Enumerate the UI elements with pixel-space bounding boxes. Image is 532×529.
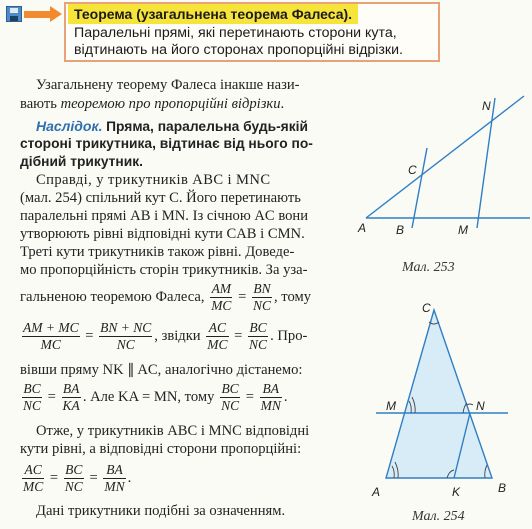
- fraction-am-mc: $\frac{AM}{MC}$: [211, 281, 232, 313]
- fraction-bc-nc-2: $\frac{BC}{NC}$: [23, 381, 42, 413]
- text-line-10: гальненою теоремою Фалеса, $\frac{AM}{MC}$ = $\frac{BN}{NC}$ , тому: [20, 281, 312, 313]
- text-line-11: $\frac{AM + MC}{MC}$ = $\frac{BN + NC}{NC}$ , звідки $\frac{AC}{MC}$ = $\frac{BC}{NC}$ . Про-: [23, 320, 308, 352]
- text-line-8: Треті кути трикутників також рівні. Доведе-: [20, 244, 295, 260]
- fraction-bn-nc: $\frac{BN}{NC}$: [252, 281, 271, 313]
- corollary-label: Наслідок.: [36, 118, 103, 134]
- text-line-13: $\frac{BC}{NC}$ = $\frac{BA}{KA}$ . Але KA = MN, тому $\frac{BC}{NC}$ = $\frac{BA}{MN}$ .: [23, 381, 288, 413]
- paragraph-1-line-1: Узагальнену теорему Фалеса інакше нази-: [36, 77, 300, 93]
- figure-254-caption: Мал. 254: [412, 509, 465, 524]
- corollary-line-2: стороні трикутника, відтинає від нього по-: [20, 136, 313, 151]
- figure-253: [352, 88, 532, 248]
- fig254-triangle-abc: [386, 310, 492, 478]
- fig254-label-k: K: [452, 485, 461, 499]
- fraction-ba-mn: $\frac{BA}{MN}$: [260, 381, 281, 413]
- fig254-label-c: C: [422, 301, 431, 315]
- fig254-angle-n-2: [467, 404, 473, 405]
- fraction-ac-mc: $\frac{AC}{MC}$: [207, 320, 228, 352]
- fig253-label-n: N: [482, 99, 491, 113]
- fraction-bc-nc-3: $\frac{BC}{NC}$: [221, 381, 240, 413]
- paragraph-1-line-2: вають теоремою про пропорційні відрізки.: [20, 96, 285, 112]
- fig254-label-a: A: [372, 485, 381, 499]
- text-line-16: $\frac{AC}{MC}$ = $\frac{BC}{NC}$ = $\frac{BA}{MN}$ .: [23, 462, 132, 494]
- text-line-5: (мал. 254) спільний кут C. Його перетинають: [20, 190, 301, 206]
- text-line-6: паралельні прямі AB і MN. Із січною AC вони: [20, 208, 309, 224]
- fraction-bc-nc: $\frac{BC}{NC}$: [249, 320, 268, 352]
- fig254-label-n: N: [476, 399, 485, 413]
- text-line-15: кути рівні, а відповідні сторони пропорційні:: [20, 441, 302, 457]
- fig254-label-m: M: [386, 399, 396, 413]
- fig253-label-c: C: [408, 163, 417, 177]
- fig254-label-b: B: [498, 481, 507, 495]
- fraction-ba-mn-2: $\frac{BA}{MN}$: [104, 462, 125, 494]
- fig253-line-bc: [412, 148, 427, 228]
- text-line-17: Дані трикутники подібні за означенням.: [36, 503, 286, 519]
- fraction-bnpnc-nc: $\frac{BN + NC}{NC}$: [100, 320, 152, 352]
- corollary-line-1: Наслідок. Пряма, паралельна будь-якій: [36, 118, 308, 134]
- theorem-line-1: Паралельні прямі, які перетинають сторони кута,: [74, 25, 397, 41]
- arrow-head-icon: [50, 6, 62, 22]
- fraction-ampmc-mc: $\frac{AM + MC}{MC}$: [23, 320, 79, 352]
- text-line-4: Справді, у трикутників ABC і MNC: [36, 172, 271, 188]
- text-line-14: Отже, у трикутників ABC і MNC відповідні: [36, 423, 310, 439]
- fig253-label-m: M: [458, 223, 468, 237]
- fig253-line-mn: [477, 98, 495, 228]
- fig253-label-a: A: [358, 221, 367, 235]
- text-line-7: утворюють рівні відповідні кути CAB і CMN.: [20, 226, 305, 242]
- theorem-title: Теорема (узагальнена теорема Фалеса).: [68, 4, 358, 24]
- fraction-ac-mc-2: $\frac{AC}{MC}$: [23, 462, 44, 494]
- fig253-label-b: B: [396, 223, 405, 237]
- fig253-ray-an: [366, 96, 524, 218]
- arrow-icon: [24, 11, 52, 18]
- figure-254: [370, 300, 530, 510]
- theorem-line-2: відтинають на його сторонах пропорційні відрізки.: [74, 42, 403, 58]
- fraction-ba-ka: $\frac{BA}{KA}$: [62, 381, 80, 413]
- figure-253-caption: Мал. 253: [402, 260, 455, 275]
- text-line-9: мо пропорційність сторін трикутників. За уза-: [20, 262, 308, 278]
- fraction-bc-nc-4: $\frac{BC}{NC}$: [64, 462, 83, 494]
- save-disk-icon: [6, 6, 22, 22]
- text-line-12: вівши пряму NK ∥ AC, аналогічно дістанемо:: [20, 362, 303, 378]
- corollary-line-3: дібний трикутник.: [20, 154, 143, 169]
